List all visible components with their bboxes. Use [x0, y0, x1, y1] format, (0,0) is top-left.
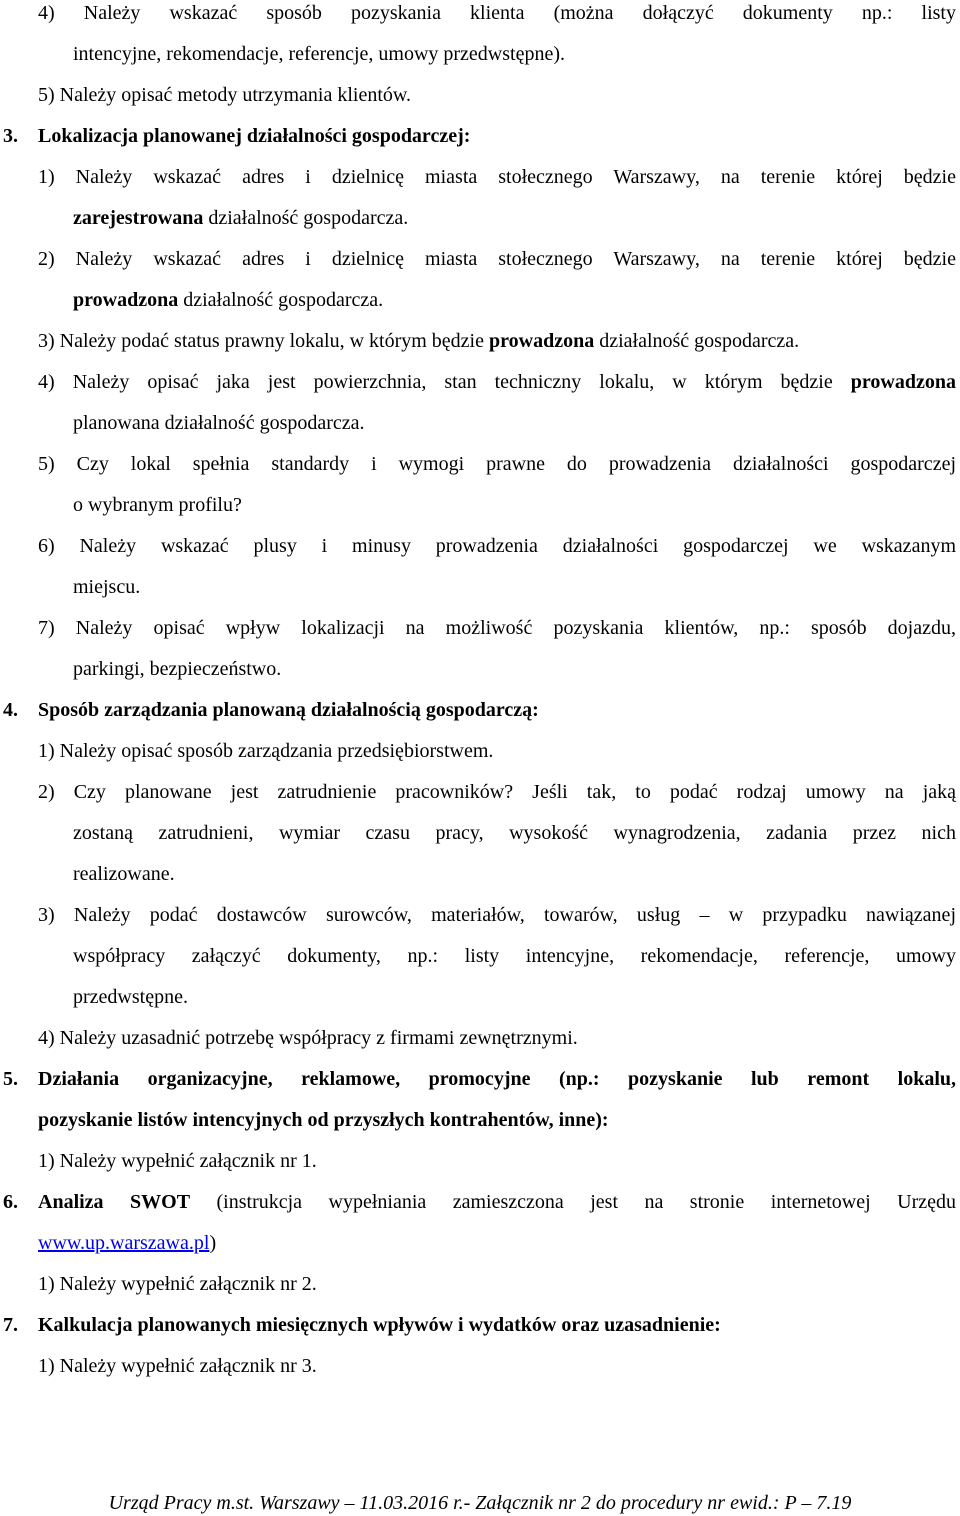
- page-footer: Urząd Pracy m.st. Warszawy – 11.03.2016 r.- Załącznik nr 2 do procedury nr ewid.: P – 7.19: [108, 1492, 852, 1514]
- list-item: 5) Należy opisać metody utrzymania klientów.: [38, 84, 412, 106]
- list-item: [38, 370, 956, 394]
- list-item-continuation: planowana działalność gospodarcza.: [73, 412, 365, 434]
- text: 3) Należy podać status prawny lokalu, w którym będzie: [38, 330, 489, 352]
- list-item-continuation: realizowane.: [73, 863, 175, 885]
- section-heading-continuation: pozyskanie listów intencyjnych od przyszłych kontrahentów, inne):: [38, 1109, 609, 1131]
- list-item: 7) Należy opisać wpływ lokalizacji na możliwość pozyskania klientów, np.: sposób dojazdu,: [38, 617, 956, 639]
- list-item: [38, 329, 799, 353]
- bold-text: prowadzona: [73, 289, 179, 311]
- list-item: 2) Czy planowane jest zatrudnienie pracowników? Jeśli tak, to podać rodzaj umowy na jaką: [38, 781, 956, 803]
- list-item: 2) Należy wskazać adres i dzielnicę miasta stołecznego Warszawy, na terenie której będzie: [38, 248, 956, 270]
- list-item-continuation: przedwstępne.: [73, 986, 188, 1008]
- list-item-continuation: [73, 206, 408, 230]
- text: 4) Należy opisać jaka jest powierzchnia, stan techniczny lokalu, w którym będzie: [38, 371, 851, 393]
- list-item-continuation: zostaną zatrudnieni, wymiar czasu pracy, wysokość wynagrodzenia, zadania przez nich: [73, 822, 956, 844]
- list-item: 3) Należy podać dostawców surowców, materiałów, towarów, usług – w przypadku nawiązanej: [38, 904, 956, 926]
- section-heading: Lokalizacja planowanej działalności gospodarczej:: [38, 125, 471, 147]
- section-number: 4.: [3, 699, 18, 721]
- section-heading: Działania organizacyjne, reklamowe, promocyjne (np.: pozyskanie lub remont lokalu,: [38, 1068, 956, 1090]
- section-number: 5.: [3, 1068, 18, 1090]
- list-item: 4) Należy wskazać sposób pozyskania klienta (można dołączyć dokumenty np.: listy: [38, 2, 956, 24]
- list-item-continuation: o wybranym profilu?: [73, 494, 242, 516]
- text: działalność gospodarcza.: [594, 330, 800, 352]
- list-item: 1) Należy wskazać adres i dzielnicę miasta stołecznego Warszawy, na terenie której będzie: [38, 166, 956, 188]
- list-item-continuation: [73, 288, 383, 312]
- website-link[interactable]: www.up.warszawa.pl: [38, 1232, 210, 1254]
- list-item: 1) Należy wypełnić załącznik nr 1.: [38, 1150, 317, 1172]
- list-item: 4) Należy uzasadnić potrzebę współpracy z firmami zewnętrznymi.: [38, 1027, 578, 1049]
- list-item: 5) Czy lokal spełnia standardy i wymogi prawne do prowadzenia działalności gospodarczej: [38, 453, 956, 475]
- text: ): [209, 1232, 217, 1254]
- section-number: 3.: [3, 125, 18, 147]
- section-number: 6.: [3, 1191, 18, 1213]
- list-item: 6) Należy wskazać plusy i minusy prowadzenia działalności gospodarczej we wskazanym: [38, 535, 956, 557]
- bold-text: prowadzona: [850, 371, 956, 393]
- section-heading: [38, 1190, 956, 1214]
- text: działalność gospodarcza.: [203, 207, 409, 229]
- bold-text: zarejestrowana: [73, 207, 204, 229]
- section-heading: Sposób zarządzania planowaną działalnością gospodarczą:: [38, 699, 539, 721]
- section-heading-continuation: [38, 1231, 216, 1255]
- section-heading: Kalkulacja planowanych miesięcznych wpływów i wydatków oraz uzasadnienie:: [38, 1314, 721, 1336]
- section-number: 7.: [3, 1314, 18, 1336]
- list-item-continuation: współpracy załączyć dokumenty, np.: listy intencyjne, rekomendacje, referencje, umowy: [73, 945, 956, 967]
- list-item: 1) Należy opisać sposób zarządzania przedsiębiorstwem.: [38, 740, 494, 762]
- list-item-continuation: miejscu.: [73, 576, 141, 598]
- list-item-continuation: intencyjne, rekomendacje, referencje, umowy przedwstępne).: [73, 43, 565, 65]
- list-item-continuation: parkingi, bezpieczeństwo.: [73, 658, 282, 680]
- list-item: 1) Należy wypełnić załącznik nr 3.: [38, 1355, 317, 1377]
- text: działalność gospodarcza.: [178, 289, 384, 311]
- bold-text: prowadzona: [488, 330, 595, 352]
- list-item: 1) Należy wypełnić załącznik nr 2.: [38, 1273, 317, 1295]
- text: (instrukcja wypełniania zamieszczona jest na stronie internetowej Urzędu: [190, 1191, 956, 1213]
- bold-text: Analiza SWOT: [38, 1191, 191, 1213]
